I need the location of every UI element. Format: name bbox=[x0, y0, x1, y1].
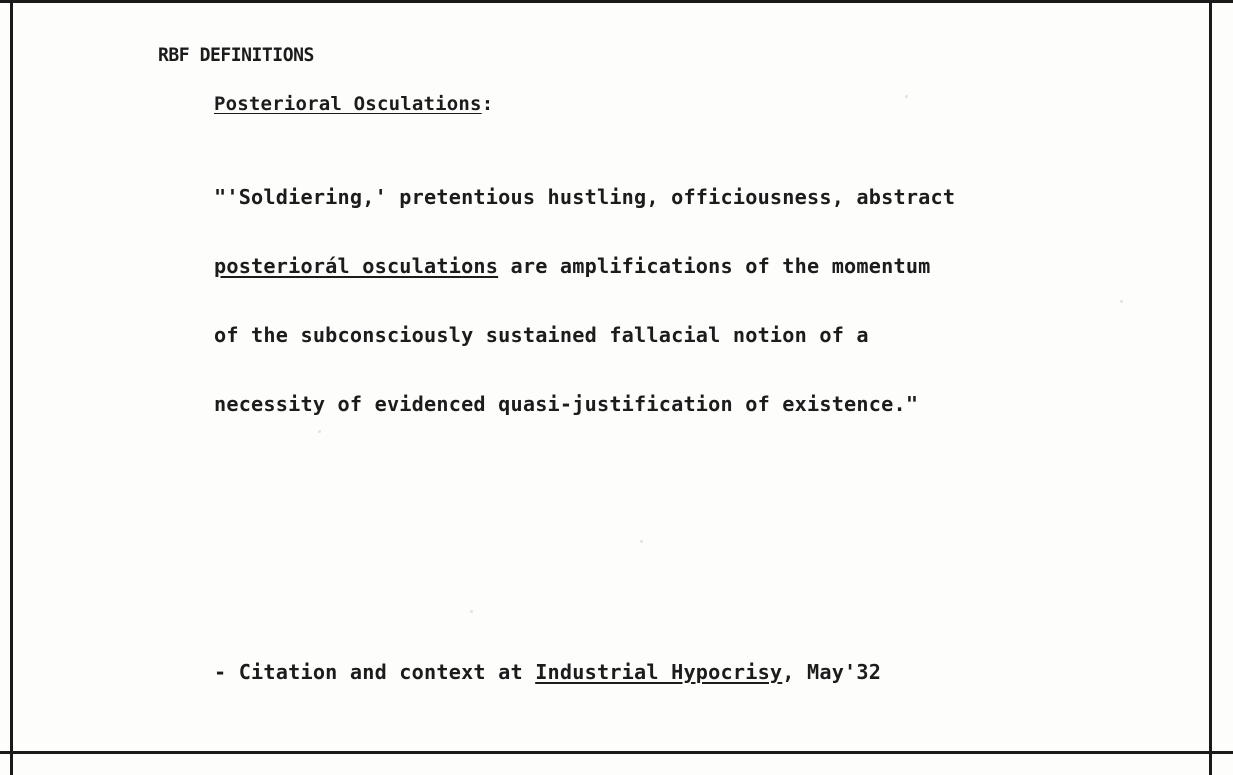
quote-line-3-text: of the subconsciously sustained fallacial notion of a bbox=[214, 323, 869, 347]
card-bottom-border bbox=[0, 751, 1233, 754]
card-right-border bbox=[1209, 0, 1212, 775]
quote-line-4-text: necessity of evidenced quasi-justification of existence." bbox=[214, 392, 919, 416]
citation-prefix: - Citation and context at bbox=[214, 660, 536, 684]
term-title bbox=[214, 93, 493, 115]
quote-line-2-underlined-text: posteriorál osculations bbox=[214, 254, 499, 278]
scan-speck bbox=[318, 430, 321, 433]
quote-line-2-text: are amplifications of the momentum bbox=[498, 254, 931, 278]
page-heading: RBF DEFINITIONS bbox=[158, 44, 314, 66]
term-title-text: Posterioral Osculations bbox=[214, 93, 482, 115]
quote-line bbox=[214, 393, 955, 416]
scan-speck bbox=[1120, 300, 1123, 303]
citation-line bbox=[214, 660, 881, 684]
definition-quote bbox=[214, 140, 955, 462]
scan-speck bbox=[640, 540, 643, 543]
quote-line-1-text: "'Soldiering,' pretentious hustling, officiousness, abstract bbox=[214, 185, 956, 209]
card-left-border bbox=[10, 0, 13, 775]
term-title-colon: : bbox=[481, 93, 494, 115]
quote-line bbox=[214, 324, 955, 347]
citation-suffix: , May'32 bbox=[782, 660, 882, 684]
card-top-border bbox=[0, 0, 1233, 3]
quote-line bbox=[214, 255, 955, 278]
quote-line bbox=[214, 186, 955, 209]
citation-link[interactable]: Industrial Hypocrisy bbox=[535, 660, 783, 684]
scan-speck bbox=[470, 610, 473, 613]
scan-speck bbox=[905, 95, 908, 98]
